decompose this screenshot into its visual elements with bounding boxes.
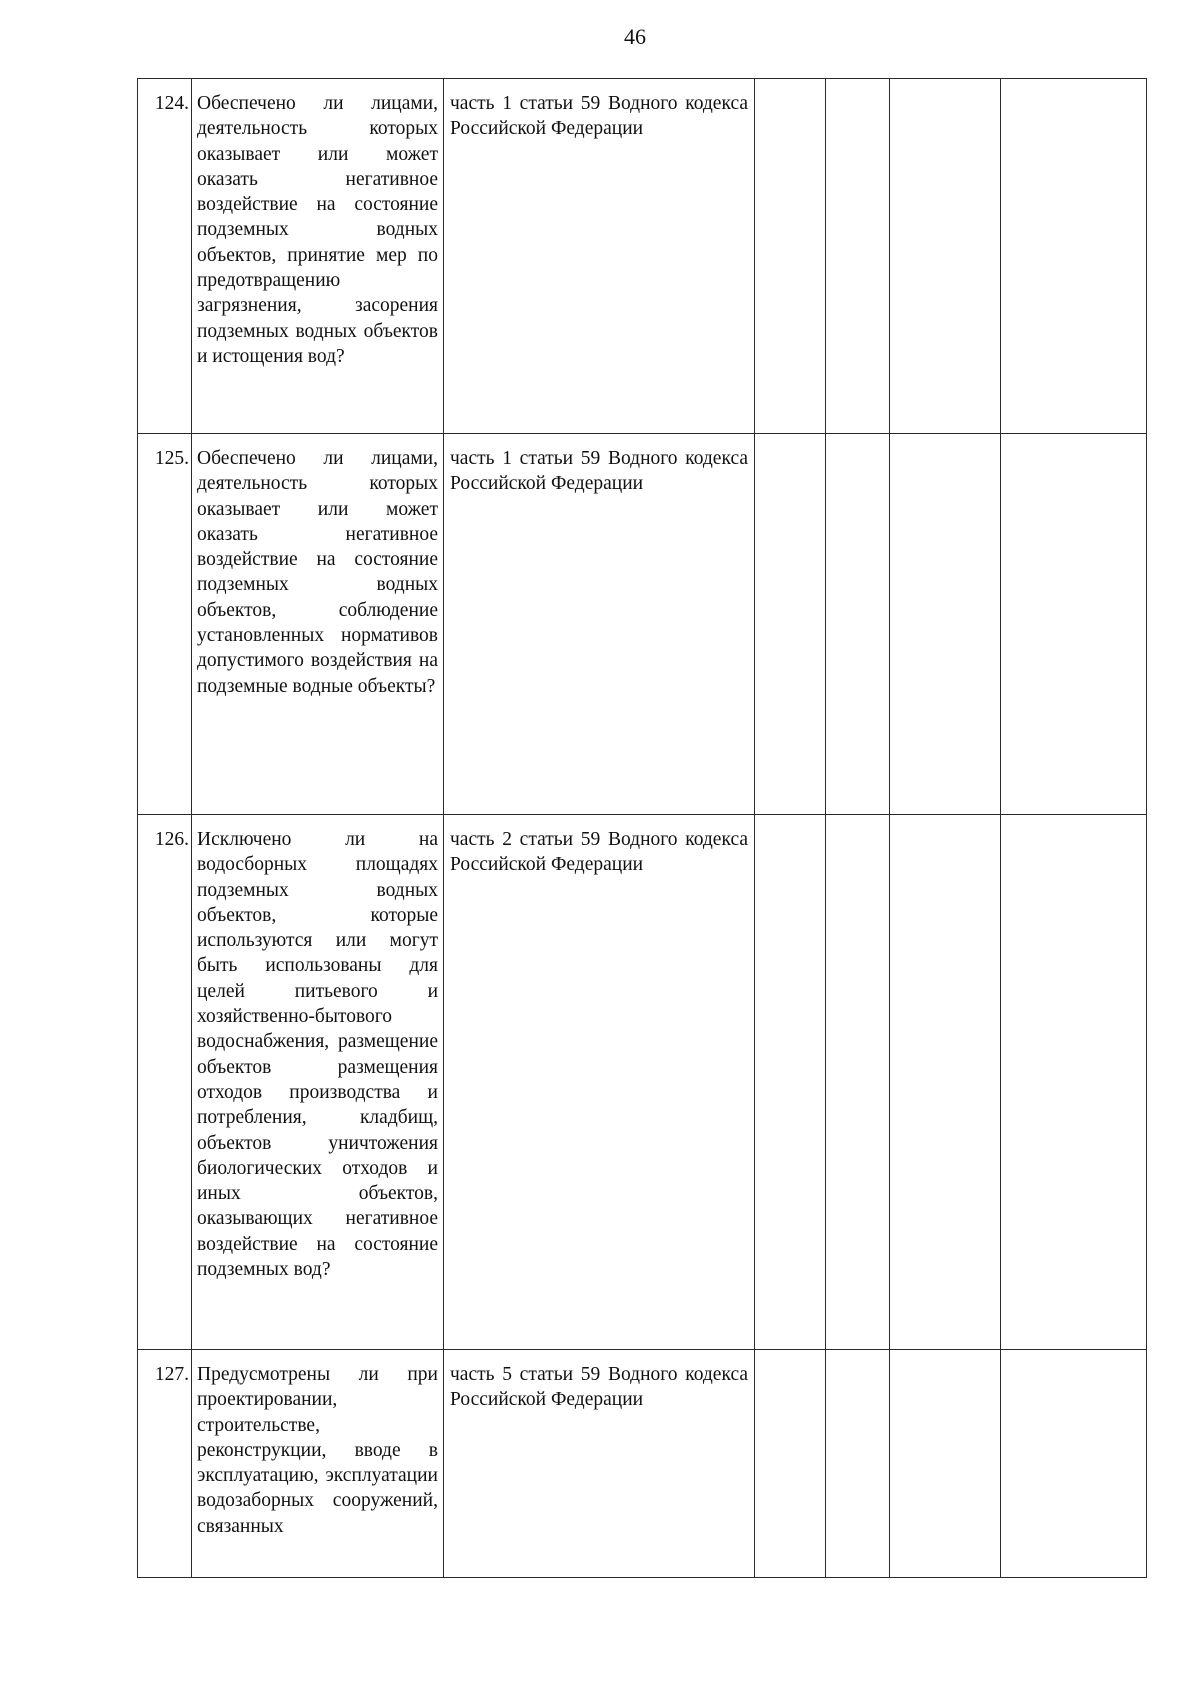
question-text: Исключено ли на водосборных площадях подземных водных объектов, которые используются или могут быть использованы для целей питьевого и хозяйственно-бытового водоснабжения, размещение объектов размещения отходов производства и потребления, кладбищ, объектов уничтожения биологических отходов и иных объектов, оказывающих негативное воздействие на состояние подземных вод? xyxy=(197,829,438,1281)
answer-cell-not-applicable[interactable] xyxy=(890,815,1001,1350)
legal-reference-text: часть 1 статьи 59 Водного кодекса Российской Федерации xyxy=(450,93,748,140)
question-text: Предусмотрены ли при проектировании, строительстве, реконструкции, вводе в эксплуатацию, эксплуатации водозаборных сооружений, связанных xyxy=(197,1364,438,1537)
question-cell xyxy=(192,1350,444,1578)
legal-reference-cell xyxy=(444,1350,755,1578)
answer-cell-yes[interactable] xyxy=(755,79,826,434)
notes-cell[interactable] xyxy=(1001,1350,1147,1578)
page-number: 46 xyxy=(624,24,646,49)
answer-cell-no[interactable] xyxy=(826,79,890,434)
row-number: 124. xyxy=(138,79,192,434)
table-row xyxy=(138,815,1147,1350)
question-text: Обеспечено ли лицами, деятельность которых оказывает или может оказать негативное воздействие на состояние подземных водных объектов, принятие мер по предотвращению загрязнения, засорения подземных водных объектов и истощения вод? xyxy=(197,93,438,367)
answer-cell-no[interactable] xyxy=(826,434,890,815)
answer-cell-not-applicable[interactable] xyxy=(890,79,1001,434)
legal-reference-cell xyxy=(444,434,755,815)
legal-reference-cell xyxy=(444,79,755,434)
requirements-table xyxy=(137,78,1147,1578)
table-row xyxy=(138,434,1147,815)
question-cell xyxy=(192,434,444,815)
answer-cell-yes[interactable] xyxy=(755,815,826,1350)
notes-cell[interactable] xyxy=(1001,79,1147,434)
answer-cell-not-applicable[interactable] xyxy=(890,434,1001,815)
legal-reference-text: часть 2 статьи 59 Водного кодекса Российской Федерации xyxy=(450,829,748,876)
answer-cell-no[interactable] xyxy=(826,1350,890,1578)
answer-cell-yes[interactable] xyxy=(755,434,826,815)
answer-cell-no[interactable] xyxy=(826,815,890,1350)
row-number: 127. xyxy=(138,1350,192,1578)
answer-cell-not-applicable[interactable] xyxy=(890,1350,1001,1578)
notes-cell[interactable] xyxy=(1001,815,1147,1350)
row-number: 126. xyxy=(138,815,192,1350)
table-row xyxy=(138,79,1147,434)
legal-reference-text: часть 1 статьи 59 Водного кодекса Российской Федерации xyxy=(450,448,748,495)
question-text: Обеспечено ли лицами, деятельность которых оказывает или может оказать негативное воздействие на состояние подземных водных объектов, соблюдение установленных нормативов допустимого воздействия на подземные водные объекты? xyxy=(197,448,438,697)
notes-cell[interactable] xyxy=(1001,434,1147,815)
legal-reference-text: часть 5 статьи 59 Водного кодекса Российской Федерации xyxy=(450,1364,748,1411)
question-cell xyxy=(192,815,444,1350)
question-cell xyxy=(192,79,444,434)
legal-reference-cell xyxy=(444,815,755,1350)
answer-cell-yes[interactable] xyxy=(755,1350,826,1578)
table-row xyxy=(138,1350,1147,1578)
row-number: 125. xyxy=(138,434,192,815)
